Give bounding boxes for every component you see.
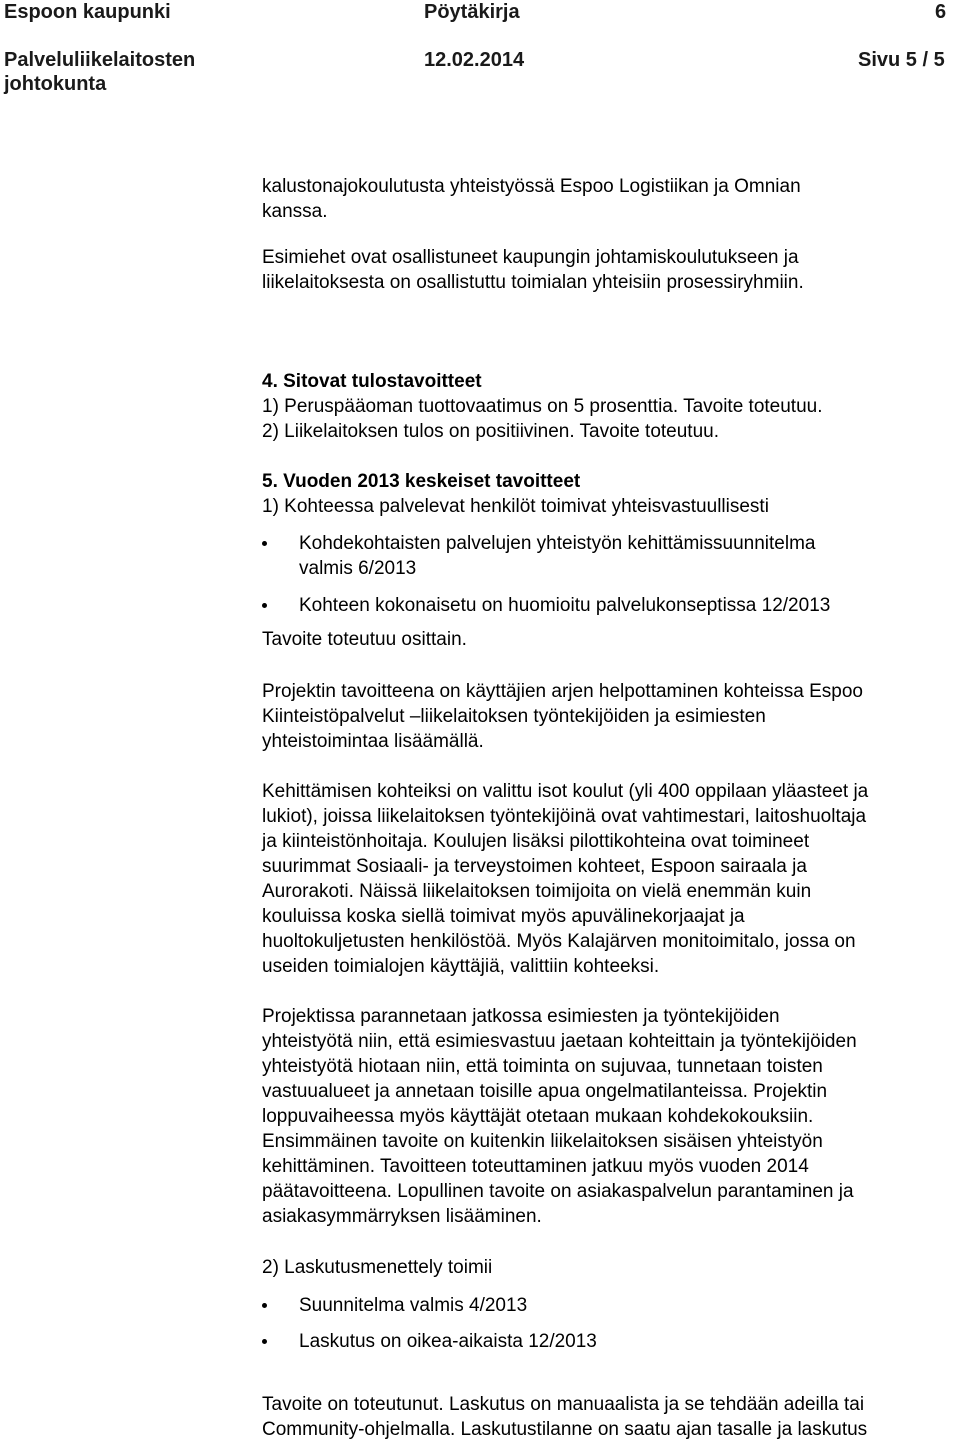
- bullet-icon: [262, 603, 267, 608]
- text-line: kouluissa koska siellä toimivat myös apuvälinekorjaajat ja: [262, 906, 745, 927]
- bullet-text: Kohdekohtaisten palvelujen yhteistyön kehittämissuunnitelma: [299, 533, 816, 554]
- text-line: 2) Laskutusmenettely toimii: [262, 1257, 493, 1278]
- text-line: Aurorakoti. Näissä liikelaitoksen toimijoita on vielä enemmän kuin: [262, 881, 812, 902]
- text-line: Tavoite on toteutunut. Laskutus on manuaalista ja se tehdään adeilla tai: [262, 1394, 865, 1415]
- bullet-icon: [262, 541, 267, 546]
- paragraph-development-targets: [262, 779, 956, 979]
- header-page-of: Sivu 5 / 5: [858, 49, 945, 71]
- section-4: [262, 369, 956, 444]
- text-line: asiakasymmärryksen lisääminen.: [262, 1206, 542, 1227]
- text-line: Esimiehet ovat osallistuneet kaupungin johtamiskoulutukseen ja: [262, 247, 799, 268]
- text-line: yhteistoimintaa lisäämällä.: [262, 731, 484, 752]
- text-line: Projektissa parannetaan jatkossa esimiesten ja työntekijöiden: [262, 1006, 780, 1027]
- text-line: suurimmat Sosiaali- ja terveystoimen kohteet, Espoon sairaala ja: [262, 856, 807, 877]
- bullet-text: Kohteen kokonaisetu on huomioitu palvelukonseptissa 12/2013: [299, 595, 831, 616]
- paragraph-logistics: [262, 174, 956, 224]
- text-line: Projektin tavoitteena on käyttäjien arjen helpottaminen kohteissa Espoo: [262, 681, 863, 702]
- status-text: [262, 627, 956, 652]
- text-line: kanssa.: [262, 201, 328, 222]
- text-line: 1) Peruspääoman tuottovaatimus on 5 prosenttia. Tavoite toteutuu.: [262, 396, 823, 417]
- text-line: useiden toimialojen käyttäjiä, valittiin kohteeksi.: [262, 956, 660, 977]
- bullet-text: valmis 6/2013: [299, 558, 417, 579]
- text-line: 1) Kohteessa palvelevat henkilöt toimivat yhteisvastuullisesti: [262, 496, 769, 517]
- text-line: 2) Liikelaitoksen tulos on positiivinen. Tavoite toteutuu.: [262, 421, 719, 442]
- section-5-heading: 5. Vuoden 2013 keskeiset tavoitteet: [262, 471, 581, 492]
- bullet-item: [262, 531, 956, 581]
- text-line: loppuvaiheessa myös käyttäjät otetaan mukaan kohdekokouksiin.: [262, 1106, 814, 1127]
- header-page-number: 6: [935, 1, 947, 23]
- text-line: liikelaitoksesta on osallistuttu toimialan yhteisiin prosessiryhmiin.: [262, 272, 804, 293]
- text-line: lukiot), joissa liikelaitoksen työntekijöinä ovat vahtimestari, laitoshuoltaja: [262, 806, 867, 827]
- paragraph-improvement: [262, 1004, 956, 1229]
- text-line: ja kiinteistönhoitaja. Koulujen lisäksi pilottikohteina ovat toimineet: [262, 831, 810, 852]
- bullet-text: Laskutus on oikea-aikaista 12/2013: [299, 1331, 597, 1352]
- bullet-icon: [262, 1303, 267, 1308]
- text-line: Tavoite toteutuu osittain.: [262, 629, 467, 650]
- paragraph-project-goal: [262, 679, 956, 754]
- bullet-item: [262, 593, 956, 618]
- header-doc-type: Pöytäkirja: [424, 1, 520, 23]
- paragraph-management-training: [262, 245, 956, 295]
- text-line: kehittäminen. Tavoitteen toteuttaminen jatkuu myös vuoden 2014: [262, 1156, 809, 1177]
- text-line: Ensimmäinen tavoite on kuitenkin liikelaitoksen sisäisen yhteistyön: [262, 1131, 823, 1152]
- text-line: yhteistyötä niin, että esimiesvastuu jaetaan kohteittain ja työntekijöiden: [262, 1031, 857, 1052]
- subsection-2: [262, 1255, 956, 1280]
- paragraph-billing-status: [262, 1392, 956, 1442]
- bullet-text: Suunnitelma valmis 4/2013: [299, 1295, 528, 1316]
- text-line: huoltokuljetusten henkilöstöä. Myös Kalajärven monitoimitalo, jossa on: [262, 931, 856, 952]
- text-line: päätavoitteena. Lopullinen tavoite on asiakaspalvelun parantaminen ja: [262, 1181, 854, 1202]
- text-line: yhteistyötä hiotaan niin, että toiminta on sujuvaa, tunnetaan toisten: [262, 1056, 823, 1077]
- section-4-heading: 4. Sitovat tulostavoitteet: [262, 371, 482, 392]
- bullet-icon: [262, 1339, 267, 1344]
- text-line: kalustonajokoulutusta yhteistyössä Espoo Logistiikan ja Omnian: [262, 176, 801, 197]
- header-org: Espoon kaupunki: [4, 1, 171, 23]
- header-body-line2: johtokunta: [4, 73, 107, 95]
- header-date: 12.02.2014: [424, 49, 525, 71]
- section-5: [262, 469, 956, 519]
- text-line: Community-ohjelmalla. Laskutustilanne on saatu ajan tasalle ja laskutus: [262, 1419, 868, 1440]
- text-line: vastuualueet ja annetaan toisille apua ongelmatilanteissa. Projektin: [262, 1081, 828, 1102]
- bullet-item: [262, 1293, 956, 1318]
- text-line: Kehittämisen kohteiksi on valittu isot koulut (yli 400 oppilaan yläasteet ja: [262, 781, 869, 802]
- header-body-line1: Palveluliikelaitosten: [4, 49, 196, 71]
- text-line: Kiinteistöpalvelut –liikelaitoksen työntekijöiden ja esimiesten: [262, 706, 766, 727]
- bullet-item: [262, 1329, 956, 1354]
